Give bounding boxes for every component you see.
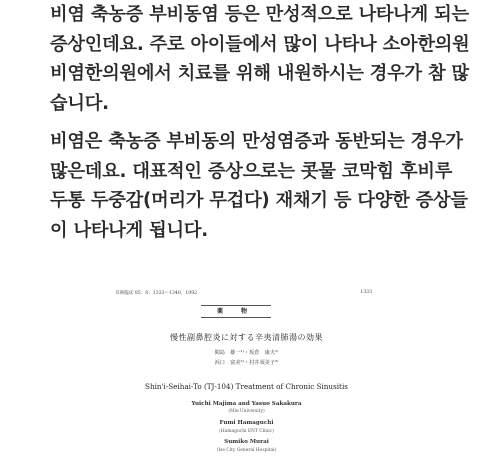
japanese-authors-line-2: 浜口 富美²⁾・村井須美子³⁾ (214, 360, 279, 366)
author-affiliation: (Ise City General Hospital) (216, 448, 277, 453)
japanese-authors-line-1: 間島 雄一¹⁾・坂倉 康夫¹⁾ (214, 350, 279, 356)
japanese-title: 慢性副鼻腔炎に対する辛夷清肺湯の効果 (170, 333, 323, 342)
section-label: 薬 物 (201, 305, 271, 318)
english-title: Shin'i-Seihai-To (TJ-104) Treatment of Chronic Sinusitis (145, 382, 348, 391)
journal-citation: 耳鼻臨床 85：8；1333〜1340，1992 (115, 291, 198, 296)
author-name: Fumi Hamaguchi (219, 420, 274, 426)
paragraph-intro: 비염 축농증 부비동염 등은 만성적으로 나타나게 되는 증상인데요. 주로 아이들에서 많이 나타나 소아한의원 비염한의원에서 치료를 위해 내원하시는 경우가 참 많습니다. (50, 4, 470, 114)
paragraph-symptoms: 비염은 축농증 부비동의 만성염증과 동반되는 경우가 많은데요. 대표적인 증상으로는 콧물 코막힘 후비루 두통 두중감(머리가 무겁다) 재채기 등 다양한 증상들이 나타나게 됩니다. (50, 131, 468, 241)
author-name: Sumiko Murai (224, 439, 269, 445)
page-number: 1333 (360, 290, 372, 295)
author-affiliation: (Mie University) (228, 409, 265, 414)
author-name: Yuichi Majima and Yasuo Sakakura (191, 401, 302, 407)
author-affiliation: (Hamaguchi ENT Clinic) (219, 429, 274, 434)
paper-scan-image (109, 285, 384, 470)
